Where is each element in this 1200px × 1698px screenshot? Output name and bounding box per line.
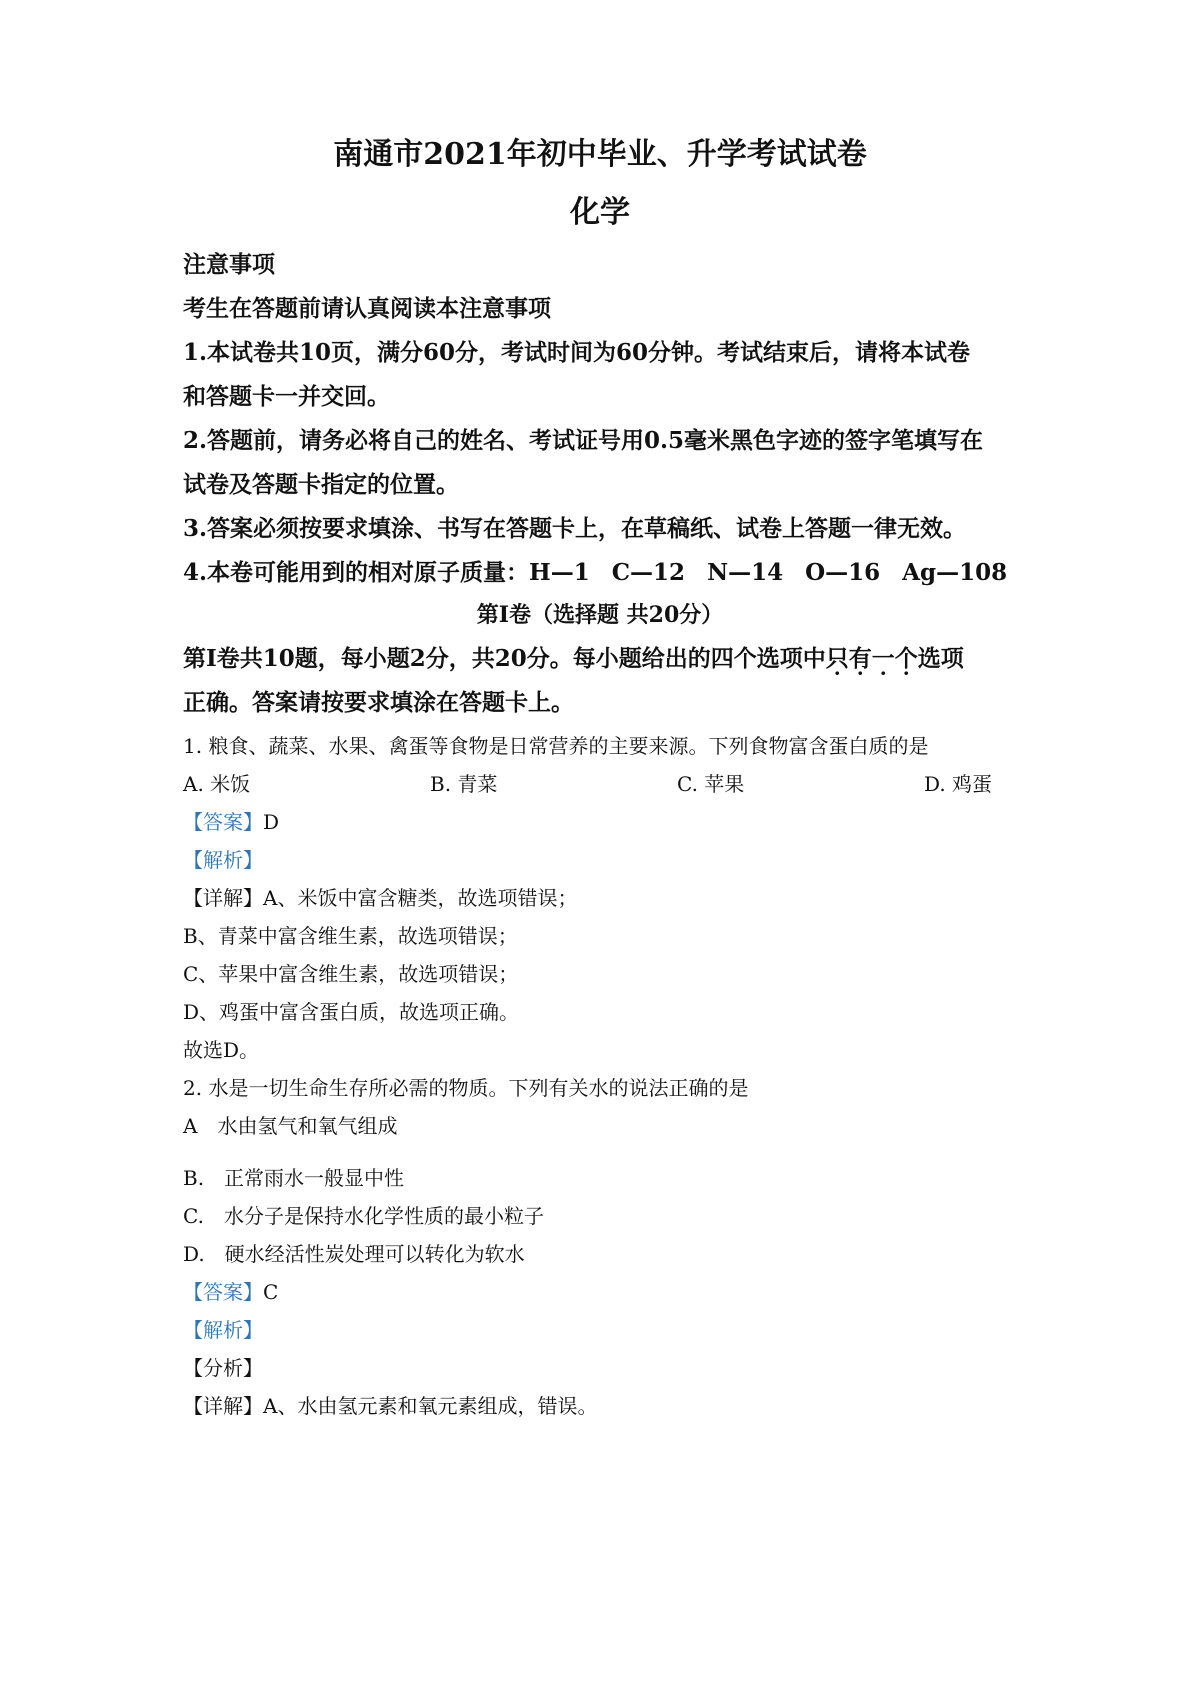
section-title: 第Ⅰ卷（选择题 共20分） — [476, 602, 724, 628]
notice-intro: 考生在答题前请认真阅读本注意事项 — [183, 295, 551, 322]
notice-item-4 — [183, 561, 1007, 584]
atomic-mass-o: O—16 — [805, 559, 881, 586]
q2-option-a: A 水由氢气和氧气组成 — [183, 1114, 398, 1138]
atomic-mass-label: 4.本卷可能用到的相对原子质量： — [183, 559, 530, 586]
emphasis-char-2: 有 — [848, 645, 872, 672]
q1-option-b: B. 青菜 — [430, 772, 498, 796]
q2-option-b: B. 正常雨水一般显中性 — [183, 1166, 405, 1190]
emphasis-char-4: 个 — [894, 645, 918, 672]
q2-option-d: D. 硬水经活性炭处理可以转化为软水 — [183, 1242, 525, 1266]
exam-title: 南通市2021年初中毕业、升学考试试卷 — [333, 137, 867, 172]
atomic-mass-c: C—12 — [611, 559, 686, 586]
notice-item-1-line-1: 1.本试卷共10页，满分60分，考试时间为60分钟。考试结束后，请将本试卷 — [183, 339, 971, 366]
notice-item-2-line-1: 2.答题前，请务必将自己的姓名、考试证号用0.5毫米黑色字迹的签字笔填写在 — [183, 427, 984, 454]
q2-analysis-tag: 【解析】 — [183, 1318, 263, 1342]
q1-detail-line-4: D、鸡蛋中富含蛋白质，故选项正确。 — [183, 1000, 520, 1024]
section-desc-text: 第Ⅰ卷共10题，每小题2分，共20分。每小题给出的四个选项中 — [183, 645, 826, 672]
q1-detail-line-2: B、青菜中富含维生素，故选项错误； — [183, 924, 518, 948]
q2-answer — [183, 1282, 278, 1302]
q1-conclusion: 故选D。 — [183, 1038, 260, 1062]
q1-detail-line-3: C、苹果中富含维生素，故选项错误； — [183, 962, 519, 986]
q2-answer-tag: 【答案】 — [183, 1280, 263, 1304]
notice-item-1-line-2: 和答题卡一并交回。 — [183, 383, 390, 410]
q1-detail-line-1: 【详解】A、米饭中富含糖类，故选项错误； — [183, 886, 578, 910]
q1-stem: 1. 粮食、蔬菜、水果、禽蛋等食物是日常营养的主要来源。下列食物富含蛋白质的是 — [183, 734, 929, 758]
q1-option-c: C. 苹果 — [677, 772, 745, 796]
q1-answer — [183, 812, 279, 832]
section-desc-line-2: 正确。答案请按要求填涂在答题卡上。 — [183, 689, 574, 716]
q1-answer-tag: 【答案】 — [183, 810, 263, 834]
section-desc-line-1 — [183, 647, 964, 670]
atomic-mass-h: H—1 — [529, 559, 590, 586]
q2-stem: 2. 水是一切生命生存所必需的物质。下列有关水的说法正确的是 — [183, 1076, 749, 1100]
q2-fenxi-tag: 【分析】 — [183, 1356, 263, 1380]
emphasis-char-1: 只 — [825, 645, 849, 672]
q1-option-a: A. 米饭 — [183, 772, 251, 796]
q1-answer-value: D — [263, 810, 280, 834]
q2-option-c: C. 水分子是保持水化学性质的最小粒子 — [183, 1204, 544, 1228]
q1-analysis-tag: 【解析】 — [183, 848, 263, 872]
q2-answer-value: C — [263, 1280, 279, 1304]
notice-heading: 注意事项 — [183, 251, 275, 278]
emphasis-char-3: 一 — [871, 645, 895, 672]
q1-option-d: D. 鸡蛋 — [924, 772, 993, 796]
atomic-mass-ag: Ag—108 — [902, 559, 1008, 586]
section-desc-tail: 选项 — [917, 645, 964, 672]
notice-item-2-line-2: 试卷及答题卡指定的位置。 — [183, 471, 459, 498]
atomic-mass-n: N—14 — [707, 559, 784, 586]
q2-detail-line-1: 【详解】A、水由氢元素和氧元素组成，错误。 — [183, 1394, 598, 1418]
notice-item-3: 3.答案必须按要求填涂、书写在答题卡上，在草稿纸、试卷上答题一律无效。 — [183, 515, 967, 542]
subject-title: 化学 — [570, 195, 630, 230]
